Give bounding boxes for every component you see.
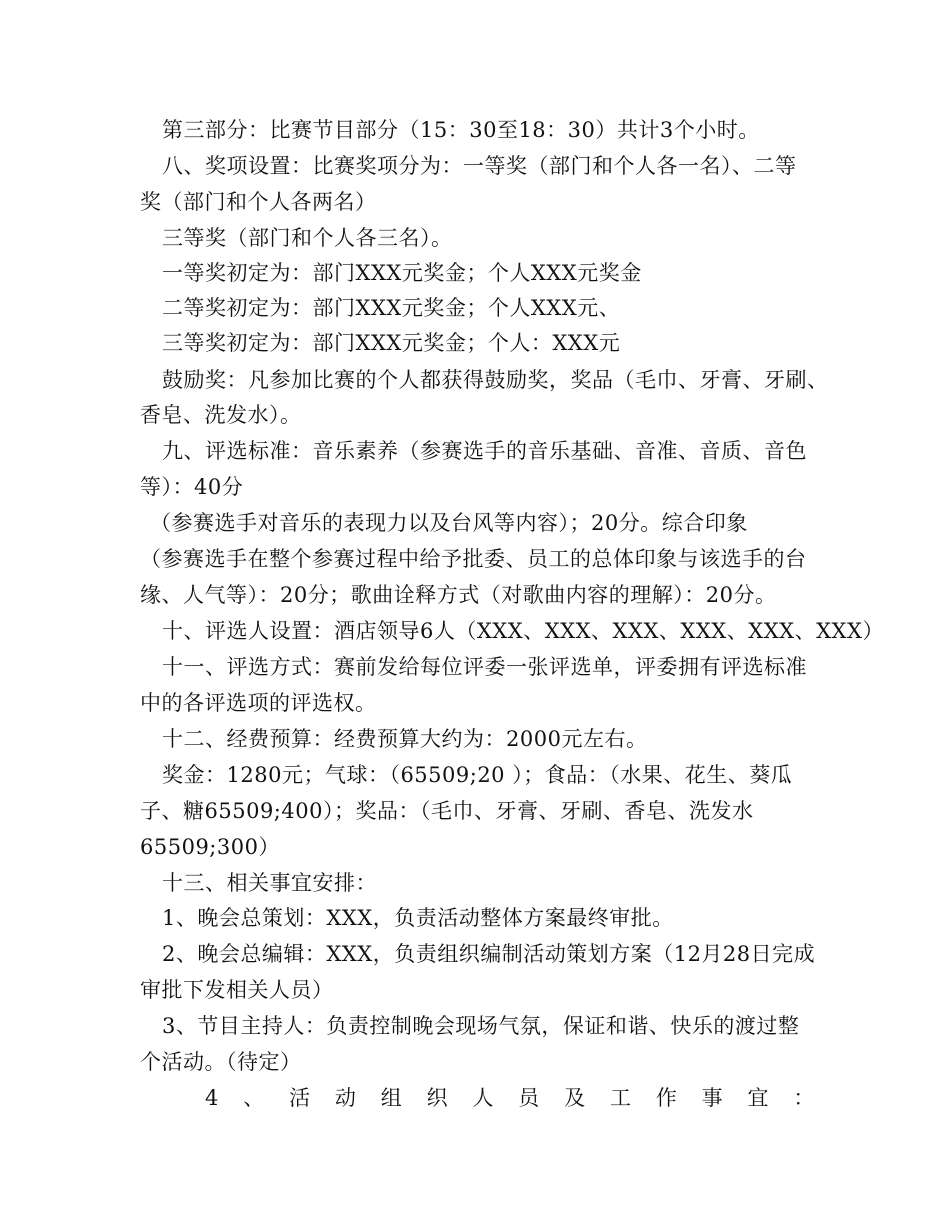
heading-char: 4 — [205, 1086, 219, 1110]
paragraph-line: 一等奖初定为：部门XXX元奖金；个人XXX元奖金 — [162, 261, 642, 285]
heading-char: 织 — [426, 1086, 449, 1110]
heading-char: 组 — [380, 1086, 403, 1110]
paragraph-line: （参赛选手在整个参赛过程中给予批委、员工的总体印象与该选手的台 — [140, 547, 807, 571]
heading-char: 工 — [609, 1086, 632, 1110]
paragraph-line: 八、奖项设置：比赛奖项分为：一等奖（部门和个人各一名）、二等 — [162, 154, 797, 178]
heading-char: 、 — [243, 1086, 265, 1110]
paragraph-line: 十三、相关事宜安排： — [162, 871, 377, 895]
paragraph-line: 个活动。（待定） — [140, 1050, 302, 1074]
paragraph-line: 三等奖初定为：部门XXX元奖金；个人：XXX元 — [162, 331, 621, 355]
paragraph-line: 奖金：1280元；气球：（65509;20 ）；食品：（水果、花生、葵瓜 — [162, 763, 793, 787]
paragraph-line: （参赛选手对音乐的表现力以及台风等内容）；20分。综合印象 — [150, 511, 748, 535]
heading-char: 活 — [289, 1086, 311, 1110]
paragraph-line: 第三部分：比赛节目部分（15：30至18：30）共计3个小时。 — [162, 118, 760, 142]
paragraph-line: 缘、人气等）：20分；歌曲诠释方式（对歌曲内容的理解）：20分。 — [140, 583, 777, 607]
paragraph-line: 香皂、洗发水）。 — [140, 403, 302, 427]
paragraph-line: 3、节目主持人：负责控制晚会现场气氛，保证和谐、快乐的渡过整 — [162, 1014, 800, 1038]
heading-char: 及 — [564, 1086, 586, 1110]
paragraph-line: 65509;300） — [140, 835, 280, 859]
heading-char: 事 — [701, 1086, 724, 1110]
paragraph-line: 2、晚会总编辑：XXX，负责组织编制活动策划方案（12月28日完成 — [162, 942, 816, 966]
paragraph-line: 二等奖初定为：部门XXX元奖金；个人XXX元、 — [162, 296, 621, 320]
paragraph-line: 十二、经费预算：经费预算大约为：2000元左右。 — [162, 727, 648, 751]
paragraph-line: 十一、评选方式：赛前发给每位评委一张评选单，评委拥有评选标准 — [162, 655, 807, 679]
heading-char: 宜 — [747, 1086, 769, 1110]
heading-char: 动 — [334, 1086, 357, 1110]
heading-char: ： — [793, 1086, 815, 1110]
paragraph-line: 三等奖（部门和个人各三名）。 — [162, 226, 453, 250]
heading-char: 作 — [655, 1086, 678, 1110]
justified-heading-line — [205, 1080, 815, 1116]
paragraph-line: 1、晚会总策划：XXX，负责活动整体方案最终审批。 — [162, 906, 674, 930]
paragraph-line: 十、评选人设置：酒店领导6人（XXX、XXX、XXX、XXX、XXX、XXX） — [162, 619, 884, 643]
heading-char: 员 — [518, 1086, 540, 1110]
heading-char: 人 — [472, 1086, 494, 1110]
paragraph-line: 等）：40分 — [140, 475, 244, 499]
paragraph-line: 鼓励奖：凡参加比赛的个人都获得鼓励奖，奖品（毛巾、牙膏、牙刷、 — [162, 368, 829, 392]
paragraph-line: 奖（部门和个人各两名） — [140, 190, 377, 214]
paragraph-line: 中的各评选项的评选权。 — [140, 691, 377, 715]
paragraph-line: 九、评选标准：音乐素养（参赛选手的音乐基础、音准、音质、音色 — [162, 439, 807, 463]
paragraph-line: 审批下发相关人员） — [140, 978, 334, 1002]
paragraph-line: 子、糖65509;400）；奖品：（毛巾、牙膏、牙刷、香皂、洗发水 — [140, 799, 754, 823]
